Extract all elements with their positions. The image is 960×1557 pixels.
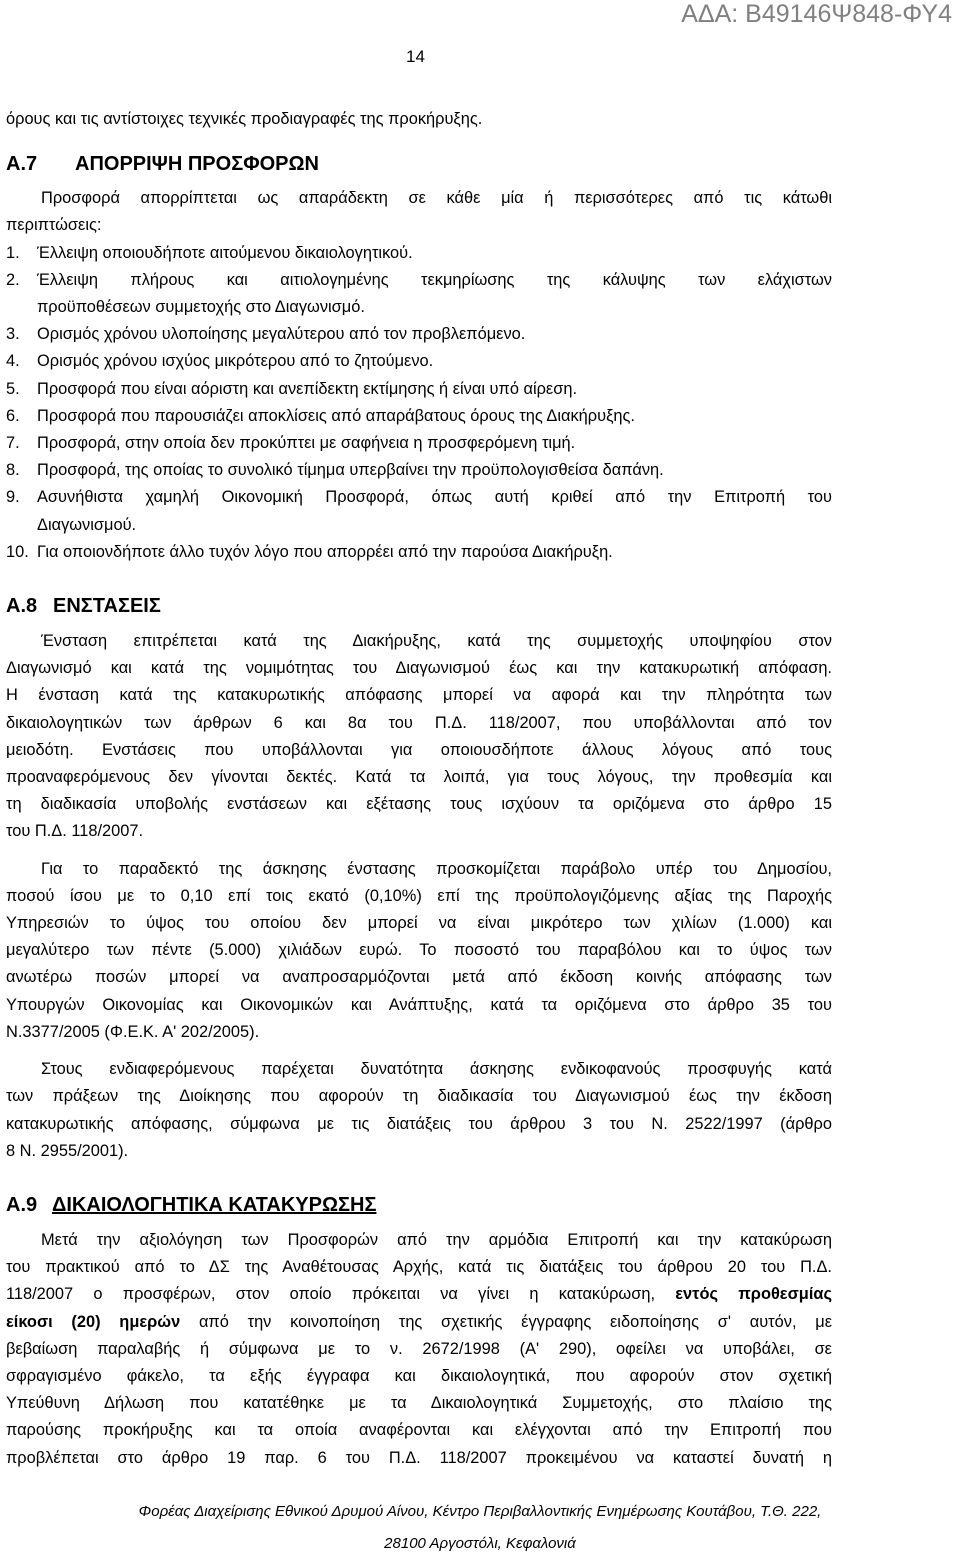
list-item: 1. Έλλειψη οποιουδήποτε αιτούμενου δικαιολογητικού. bbox=[6, 243, 413, 262]
award-documents-paragraph: Μετά την αξιολόγηση των Προσφορών από την αρμόδια Επιτροπή και την κατακύρωση του πρακτικού από το ΔΣ της Αναθέτουσας Αρχής, κατά τις διατάξεις του άρθρου 20 του Π.Δ. 118/2007 ο προσφέρων, στον οποίο πρόκειται να γίνει η κατακύρωση, εντός προθεσμίας είκοσι (20) ημερών από την κοινοποίηση της σχετικής έγγραφης ειδοποίησης σ' αυτόν, με βεβαίωση παραλαβής ή σύμφωνα με το ν. 2672/1998 (Α' 290), οφείλει να υποβάλει, σε σφραγισμένο φάκελο, τα εξής έγγραφα και δικαιολογητικά, που αφορούν στον σχετική Υπεύθυνη Δήλωση που κατατέθηκε με τα Δικαιολογητικά Συμμετοχής, στο πλαίσιο της παρούσης προκήρυξης και τα οποία αναφέρονται και ελέγχονται από την Επιτροπή που προβλέπεται στο άρθρο 19 παρ. 6 του Π.Δ. 118/2007 προκειμένου να καταστεί δυνατή η bbox=[6, 1230, 832, 1467]
section-a9-number: Α.9 bbox=[6, 1193, 38, 1216]
objections-paragraph-2: Για το παραδεκτό της άσκησης ένστασης προσκομίζεται παράβολο υπέρ του Δημοσίου, ποσού ίσου με το 0,10 επί τοις εκατό (0,10%) επί της προϋπολογιζόμενης αξίας της Παροχής Υπηρεσιών το ύψος του οποίου δεν μπορεί να είναι μικρότερο των χιλίων (1.000) και μεγαλύτερο των πέντε (5.000) χιλιάδων ευρώ. Το ποσοστό του παραβόλου και το ύψος των ανωτέρω ποσών μπορεί να αναπροσαρμόζονται μετά από έκδοση κοινής απόφασης των Υπουργών Οικονομίας και Οικονομικών και Ανάπτυξης, κατά τα οριζόμενα στο άρθρο 35 του Ν.3377/2005 (Φ.Ε.Κ. Α' 202/2005). bbox=[6, 859, 832, 1041]
footer-line-1: Φορέας Διαχείρισης Εθνικού Δρυμού Αίνου, Κέντρο Περιβαλλοντικής Ενημέρωσης Κουτάβου, Τ.Θ. 222, bbox=[138, 1503, 822, 1520]
section-a7-title: ΑΠΟΡΡΙΨΗ ΠΡΟΣΦΟΡΩΝ bbox=[75, 153, 319, 176]
section-a9-title: ΔΙΚΑΙΟΛΟΓΗΤΙΚΑ ΚΑΤΑΚΥΡΩΣΗΣ bbox=[52, 1193, 377, 1216]
document-body bbox=[6, 106, 832, 1472]
page-number: 14 bbox=[406, 47, 425, 66]
section-a7-number: Α.7 bbox=[6, 153, 38, 176]
section-a7-heading bbox=[6, 150, 832, 178]
ada-code: ΑΔΑ: Β49146Ψ848-ΦΥ4 bbox=[681, 0, 952, 28]
list-item: 2. Έλλειψη πλήρους και αιτιολογημένης τεκμηρίωσης της κάλυψης των ελάχιστων προϋποθέσεων συμμετοχής στο Διαγωνισμό. bbox=[6, 270, 832, 317]
list-item: 9. Ασυνήθιστα χαμηλή Οικονομική Προσφορά, όπως αυτή κριθεί από την Επιτροπή του Διαγωνισμού. bbox=[6, 488, 832, 534]
list-item: 6. Προσφορά που παρουσιάζει αποκλίσεις από απαράβατους όρους της Διακήρυξης. bbox=[6, 406, 635, 425]
section-a8-number: Α.8 bbox=[6, 595, 38, 618]
section-a8-title: ΕΝΣΤΑΣΕΙΣ bbox=[53, 595, 161, 618]
objections-paragraph-3: Στους ενδιαφερόμενους παρέχεται δυνατότητα άσκησης ενδικοφανούς προσφυγής κατά των πράξεων της Διοίκησης που αφορούν τη διαδικασία του Διαγωνισμού έως την έκδοση κατακυρωτικής απόφασης, σύμφωνα με τις διατάξεις του άρθρου 3 του Ν. 2522/1997 (άρθρο 8 Ν. 2955/2001). bbox=[6, 1060, 832, 1160]
section-a7-lead-2: περιπτώσεις: bbox=[6, 216, 102, 235]
list-item: 8. Προσφορά, της οποίας το συνολικό τίμημα υπερβαίνει την προϋπολογισθείσα δαπάνη. bbox=[6, 461, 664, 480]
list-item: 5. Προσφορά που είναι αόριστη και ανεπίδεκτη εκτίμησης ή είναι υπό αίρεση. bbox=[6, 379, 578, 398]
list-item: 4. Ορισμός χρόνου ισχύος μικρότερου από το ζητούμενο. bbox=[6, 352, 434, 371]
list-item: 7. Προσφορά, στην οποία δεν προκύπτει με σαφήνεια η προσφερόμενη τιμή. bbox=[6, 434, 576, 453]
footer-line-2: 28100 Αργοστόλι, Κεφαλονιά bbox=[384, 1535, 576, 1552]
section-a7-lead-1: Προσφορά απορρίπτεται ως απαράδεκτη σε κάθε μία ή περισσότερες από τις κάτωθι bbox=[41, 189, 832, 208]
list-item: 3. Ορισμός χρόνου υλοποίησης μεγαλύτερου από τον προβλεπόμενο. bbox=[6, 325, 526, 344]
objections-paragraph-1: Ένσταση επιτρέπεται κατά της Διακήρυξης, κατά της συμμετοχής υποψηφίου στον Διαγωνισμό και κατά της νομιμότητας του Διαγωνισμού έως και την κατακυρωτική απόφαση. Η ένσταση κατά της κατακυρωτικής απόφασης μπορεί να αφορά και την πληρότητα των δικαιολογητικών των άρθρων 6 και 8α του Π.Δ. 118/2007, που υποβάλλονται από τον μειοδότη. Ενστάσεις που υποβάλλονται για οποιουσδήποτε άλλους λόγους από τους προαναφερόμενους δεν γίνονται δεκτές. Κατά τα λοιπά, για τους λόγους, την προθεσμία και τη διαδικασία υποβολής ενστάσεων και εξέτασης τους ισχύουν τα οριζόμενα στο άρθρο 15 του Π.Δ. 118/2007. bbox=[6, 632, 832, 841]
list-item: 10. Για οποιονδήποτε άλλο τυχόν λόγο που απορρέει από την παρούσα Διακήρυξη. bbox=[6, 542, 613, 561]
intro-line: όρους και τις αντίστοιχες τεχνικές προδιαγραφές της προκήρυξης. bbox=[6, 110, 483, 128]
section-a9-heading bbox=[6, 1191, 832, 1219]
section-a8-heading bbox=[6, 592, 832, 620]
rejection-list bbox=[6, 240, 832, 566]
